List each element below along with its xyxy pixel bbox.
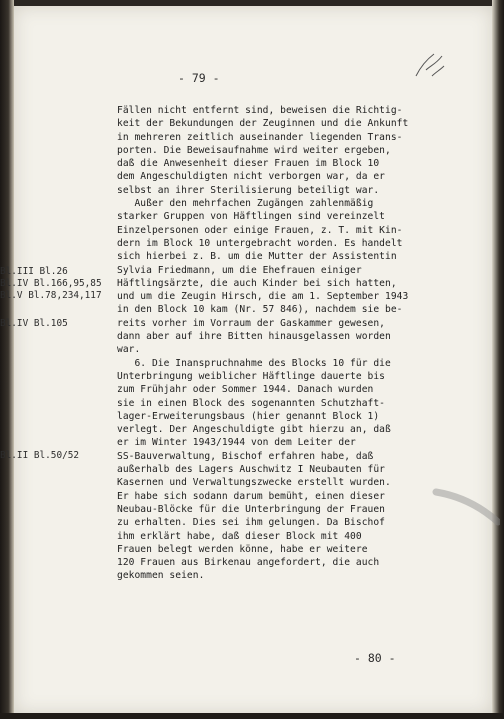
text-line: lager-Erweiterungsbaus (hier genannt Block 1) (117, 410, 380, 422)
text-line: Häftlingsärzte, die auch Kinder bei sich hatten, (117, 277, 397, 289)
text-line: selbst an ihrer Sterilisierung beteiligt war. (117, 184, 380, 196)
body-text (117, 104, 407, 583)
text-line: Frauen belegt werden könne, habe er weitere (117, 543, 368, 555)
text-line: Er habe sich sodann darum bemüht, einen dieser (117, 490, 385, 502)
margin-reference: Bl.II Bl.50/52 (0, 450, 80, 461)
paper-clip-shadow (430, 486, 500, 526)
text-line: Kasernen und Verwaltungszwecke erstellt wurden. (117, 477, 391, 489)
text-line: 6. Die Inanspruchnahme des Blocks 10 für die (117, 357, 391, 369)
text-line: in mehreren zeitlich auseinander liegenden Trans- (117, 131, 403, 143)
text-line: sich hierbei z. B. um die Mutter der Assistentin (117, 251, 397, 263)
page-bottom-edge (0, 713, 504, 719)
handwritten-mark (412, 46, 446, 82)
text-line: daß die Anwesenheit dieser Frauen im Block 10 (117, 158, 380, 170)
text-line: zum Frühjahr oder Sommer 1944. Danach wurden (117, 384, 374, 396)
text-line: Außer den mehrfachen Zugängen zahlenmäßig (117, 198, 374, 210)
text-line: ihm erklärt habe, daß dieser Block mit 400 (117, 530, 362, 542)
margin-reference: Bl.IV Bl.105 (0, 318, 68, 329)
text-line: Sylvia Friedmann, um die Ehefrauen einiger (117, 264, 362, 276)
text-line: reits vorher im Vorraum der Gaskammer gewesen, (117, 317, 385, 329)
text-line: porten. Die Beweisaufnahme wird weiter ergeben, (117, 144, 391, 156)
text-line: war. (117, 344, 141, 356)
text-line: gekommen seien. (117, 570, 205, 582)
text-line: verlegt. Der Angeschuldigte gibt hierzu an, daß (117, 424, 391, 436)
book-binding (0, 0, 14, 719)
text-line: 120 Frauen aus Birkenau angefordert, die auch (117, 557, 380, 569)
page-edge (492, 0, 504, 719)
text-line: außerhalb des Lagers Auschwitz I Neubauten für (117, 464, 385, 476)
text-line: dern im Block 10 untergebracht worden. Es handelt (117, 237, 403, 249)
text-line: zu erhalten. Dies sei ihm gelungen. Da Bischof (117, 517, 385, 529)
text-line: in den Block 10 kam (Nr. 57 846), nachdem sie be- (117, 304, 403, 316)
text-line: Neubau-Blöcke für die Unterbringung der Frauen (117, 503, 385, 515)
text-line: dem Angeschuldigten nicht verborgen war, da er (117, 171, 385, 183)
text-line: sie in einen Block des sogenannten Schutzhaft- (117, 397, 385, 409)
text-line: Unterbringung weiblicher Häftlinge dauerte bis (117, 370, 385, 382)
page-number: - 79 - (178, 71, 220, 85)
text-line: er im Winter 1943/1944 von dem Leiter der (117, 437, 356, 449)
text-line: SS-Bauverwaltung, Bischof erfahren habe, daß (117, 450, 374, 462)
margin-reference: Bl.V Bl.78,234,117 (0, 290, 102, 301)
text-line: und um die Zeugin Hirsch, die am 1. September 1943 (117, 291, 409, 303)
text-line: starker Gruppen von Häftlingen sind vereinzelt (117, 211, 385, 223)
text-line: keit der Bekundungen der Zeuginnen und die Ankunft (117, 118, 409, 130)
text-line: dann aber auf ihre Bitten hinausgelassen worden (117, 331, 391, 343)
next-page-number: - 80 - (354, 651, 396, 665)
text-line: Einzelpersonen oder einige Frauen, z. T. mit Kin- (117, 224, 403, 236)
margin-reference: Bl.III Bl.26 (0, 266, 68, 277)
margin-reference: Bl.IV Bl.166,95,85 (0, 278, 102, 289)
text-line: Fällen nicht entfernt sind, beweisen die Richtig- (117, 105, 403, 116)
